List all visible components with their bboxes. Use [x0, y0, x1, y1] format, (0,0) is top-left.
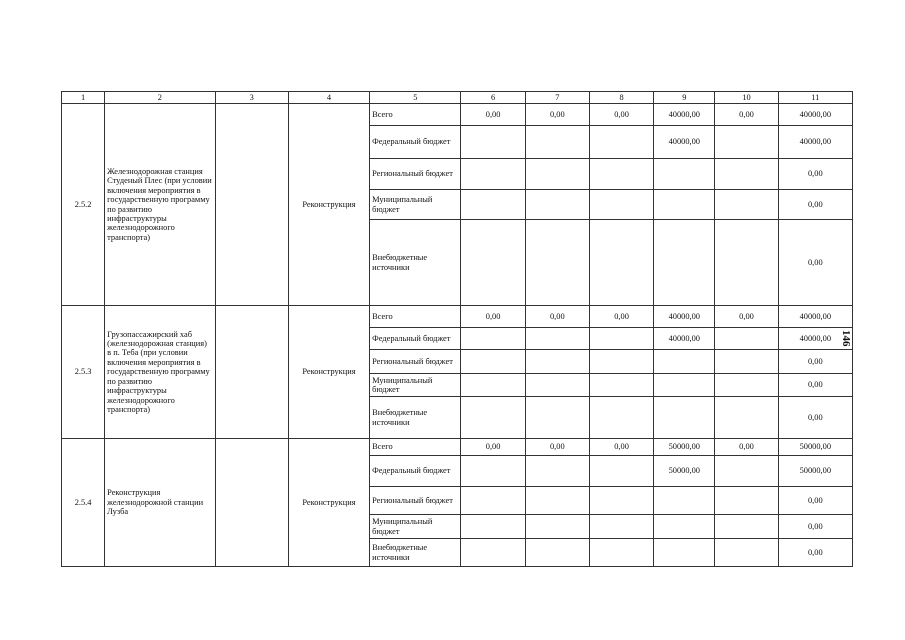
amount-c7	[525, 328, 589, 350]
amount-c10	[715, 456, 778, 487]
amount-c10	[715, 515, 778, 539]
amount-c11: 0,00	[778, 159, 852, 190]
amount-c9	[654, 397, 715, 439]
amount-c6	[461, 456, 525, 487]
amount-c10	[715, 350, 778, 374]
amount-c6: 0,00	[461, 439, 525, 456]
amount-c6	[461, 487, 525, 515]
amount-c7: 0,00	[525, 104, 589, 126]
amount-c8: 0,00	[589, 104, 653, 126]
amount-c8	[589, 487, 653, 515]
amount-c10	[715, 159, 778, 190]
amount-c11: 0,00	[778, 515, 852, 539]
amount-c11: 0,00	[778, 350, 852, 374]
amount-c11: 50000,00	[778, 456, 852, 487]
amount-c8	[589, 397, 653, 439]
amount-c9	[654, 487, 715, 515]
amount-c6	[461, 159, 525, 190]
amount-c9	[654, 374, 715, 397]
amount-c11: 40000,00	[778, 306, 852, 328]
funding-source: Региональный бюджет	[370, 487, 461, 515]
amount-c10	[715, 397, 778, 439]
funding-source: Внебюджетные источники	[370, 397, 461, 439]
amount-c7	[525, 397, 589, 439]
column-number: 1	[62, 92, 105, 104]
item-number: 2.5.2	[62, 104, 105, 306]
program-table	[61, 91, 853, 567]
table-row	[62, 306, 853, 328]
item-work-type: Реконструкция	[288, 439, 369, 567]
amount-c8	[589, 456, 653, 487]
funding-source: Муниципальный бюджет	[370, 515, 461, 539]
column-number: 5	[370, 92, 461, 104]
amount-c10	[715, 126, 778, 159]
item-column-3	[215, 306, 288, 439]
amount-c9: 40000,00	[654, 328, 715, 350]
amount-c6	[461, 374, 525, 397]
amount-c10	[715, 374, 778, 397]
amount-c9	[654, 159, 715, 190]
funding-source: Федеральный бюджет	[370, 328, 461, 350]
amount-c6	[461, 126, 525, 159]
amount-c11: 0,00	[778, 374, 852, 397]
column-number: 11	[778, 92, 852, 104]
amount-c9	[654, 350, 715, 374]
amount-c6	[461, 515, 525, 539]
amount-c10: 0,00	[715, 439, 778, 456]
column-number: 2	[105, 92, 215, 104]
funding-source: Федеральный бюджет	[370, 126, 461, 159]
amount-c9: 40000,00	[654, 104, 715, 126]
amount-c7	[525, 487, 589, 515]
item-work-type: Реконструкция	[288, 306, 369, 439]
funding-source: Внебюджетные источники	[370, 539, 461, 567]
amount-c6	[461, 220, 525, 306]
amount-c7: 0,00	[525, 306, 589, 328]
item-number: 2.5.4	[62, 439, 105, 567]
amount-c9	[654, 515, 715, 539]
amount-c8	[589, 350, 653, 374]
amount-c6: 0,00	[461, 104, 525, 126]
amount-c8	[589, 190, 653, 220]
amount-c7	[525, 350, 589, 374]
amount-c8: 0,00	[589, 306, 653, 328]
amount-c11: 0,00	[778, 397, 852, 439]
amount-c8	[589, 515, 653, 539]
amount-c6: 0,00	[461, 306, 525, 328]
funding-source: Всего	[370, 104, 461, 126]
column-number: 6	[461, 92, 525, 104]
amount-c8	[589, 539, 653, 567]
amount-c8: 0,00	[589, 439, 653, 456]
amount-c11: 0,00	[778, 539, 852, 567]
amount-c11: 40000,00	[778, 328, 852, 350]
amount-c10: 0,00	[715, 306, 778, 328]
amount-c10	[715, 487, 778, 515]
amount-c6	[461, 397, 525, 439]
column-number: 8	[589, 92, 653, 104]
amount-c9	[654, 190, 715, 220]
column-number: 10	[715, 92, 778, 104]
amount-c10	[715, 328, 778, 350]
amount-c9: 40000,00	[654, 126, 715, 159]
amount-c11: 0,00	[778, 220, 852, 306]
amount-c11: 40000,00	[778, 126, 852, 159]
amount-c9: 50000,00	[654, 439, 715, 456]
amount-c6	[461, 190, 525, 220]
amount-c6	[461, 539, 525, 567]
amount-c7	[525, 220, 589, 306]
amount-c9: 40000,00	[654, 306, 715, 328]
amount-c10	[715, 190, 778, 220]
column-number: 7	[525, 92, 589, 104]
amount-c7	[525, 159, 589, 190]
amount-c7	[525, 456, 589, 487]
item-name: Железнодорожная станция Студеный Плес (при условии включения мероприятия в государственную программу по развитию инфраструктуры железнодорожного транспорта)	[105, 104, 215, 306]
amount-c8	[589, 220, 653, 306]
amount-c10	[715, 539, 778, 567]
item-name: Реконструкция железнодорожной станции Лузба	[105, 439, 215, 567]
amount-c9: 50000,00	[654, 456, 715, 487]
funding-source: Муниципальный бюджет	[370, 190, 461, 220]
table-row	[62, 104, 853, 126]
item-number: 2.5.3	[62, 306, 105, 439]
item-column-3	[215, 104, 288, 306]
funding-source: Всего	[370, 439, 461, 456]
amount-c7	[525, 539, 589, 567]
funding-source: Внебюджетные источники	[370, 220, 461, 306]
table-row	[62, 439, 853, 456]
amount-c7: 0,00	[525, 439, 589, 456]
funding-source: Федеральный бюджет	[370, 456, 461, 487]
amount-c11: 40000,00	[778, 104, 852, 126]
column-number: 9	[654, 92, 715, 104]
column-number: 3	[215, 92, 288, 104]
amount-c6	[461, 328, 525, 350]
amount-c11: 0,00	[778, 190, 852, 220]
amount-c9	[654, 539, 715, 567]
amount-c8	[589, 159, 653, 190]
funding-source: Всего	[370, 306, 461, 328]
amount-c11: 50000,00	[778, 439, 852, 456]
amount-c6	[461, 350, 525, 374]
amount-c8	[589, 374, 653, 397]
item-work-type: Реконструкция	[288, 104, 369, 306]
funding-source: Региональный бюджет	[370, 159, 461, 190]
amount-c10: 0,00	[715, 104, 778, 126]
amount-c9	[654, 220, 715, 306]
amount-c10	[715, 220, 778, 306]
funding-source: Муниципальный бюджет	[370, 374, 461, 397]
amount-c7	[525, 190, 589, 220]
item-name: Грузопассажирский хаб (железнодорожная станция) в п. Теба (при условии включения мероприятия в государственную программу по развитию инфраструктуры железнодорожного транспорта)	[105, 306, 215, 439]
funding-source: Региональный бюджет	[370, 350, 461, 374]
page-number: 146	[840, 330, 852, 347]
amount-c8	[589, 126, 653, 159]
column-number: 4	[288, 92, 369, 104]
amount-c7	[525, 515, 589, 539]
item-column-3	[215, 439, 288, 567]
amount-c7	[525, 374, 589, 397]
amount-c7	[525, 126, 589, 159]
amount-c11: 0,00	[778, 487, 852, 515]
amount-c8	[589, 328, 653, 350]
column-number-row	[62, 92, 853, 104]
